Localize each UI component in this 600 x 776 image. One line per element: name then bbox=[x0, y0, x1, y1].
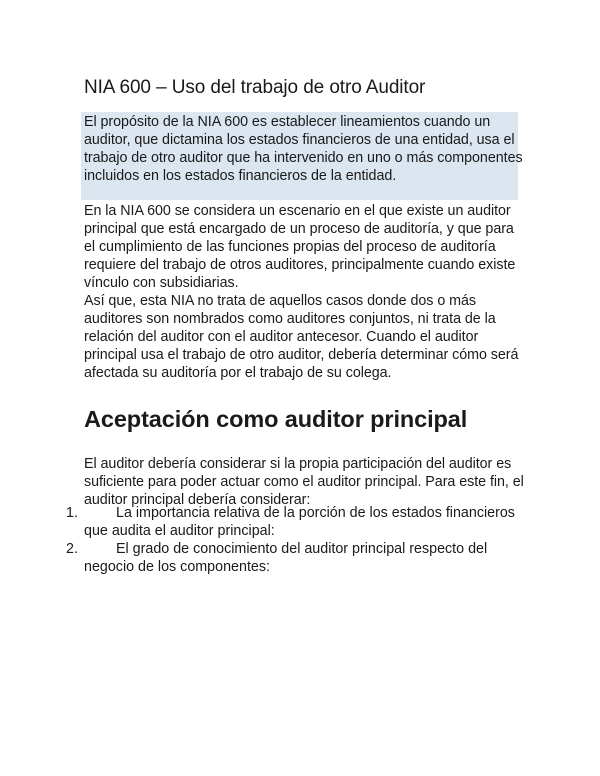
list-item-text: El grado de conocimiento del auditor principal respecto del negocio de los componentes: bbox=[84, 541, 488, 575]
page-title: NIA 600 – Uso del trabajo de otro Auditor bbox=[84, 77, 426, 98]
list-item-number: 1. bbox=[66, 505, 78, 521]
paragraph-acceptance: El auditor debería considerar si la propia participación del auditor es suficiente para poder actuar como el auditor principal. Para este fin, el auditor principal debería considerar: bbox=[84, 456, 524, 508]
list-item-text: La importancia relativa de la porción de los estados financieros que audita el auditor principal: bbox=[84, 505, 515, 539]
list-item-number: 2. bbox=[66, 541, 78, 557]
highlighted-paragraph: El propósito de la NIA 600 es establecer lineamientos cuando un auditor, que dictamina los estados financieros de una entidad, usa el trabajo de otro auditor que ha intervenido en uno o más componentes incluidos en los estados financieros de la entidad. bbox=[84, 114, 523, 184]
paragraph-scope: Así que, esta NIA no trata de aquellos casos donde dos o más auditores son nombrados como auditores conjuntos, ni trata de la relación del auditor con el auditor antecesor. Cuando el auditor principal usa el trabajo de otro auditor, debería determinar cómo será afectada su auditoría por el trabajo de su colega. bbox=[84, 293, 519, 381]
section-heading: Aceptación como auditor principal bbox=[84, 406, 468, 432]
paragraph-scenario: En la NIA 600 se considera un escenario en el que existe un auditor principal que está encargado de un proceso de auditoría, y que para el cumplimiento de las funciones propias del proceso de auditoría requiere del trabajo de otros auditores, principalmente cuando existe vínculo con subsidiarias. bbox=[84, 203, 516, 291]
